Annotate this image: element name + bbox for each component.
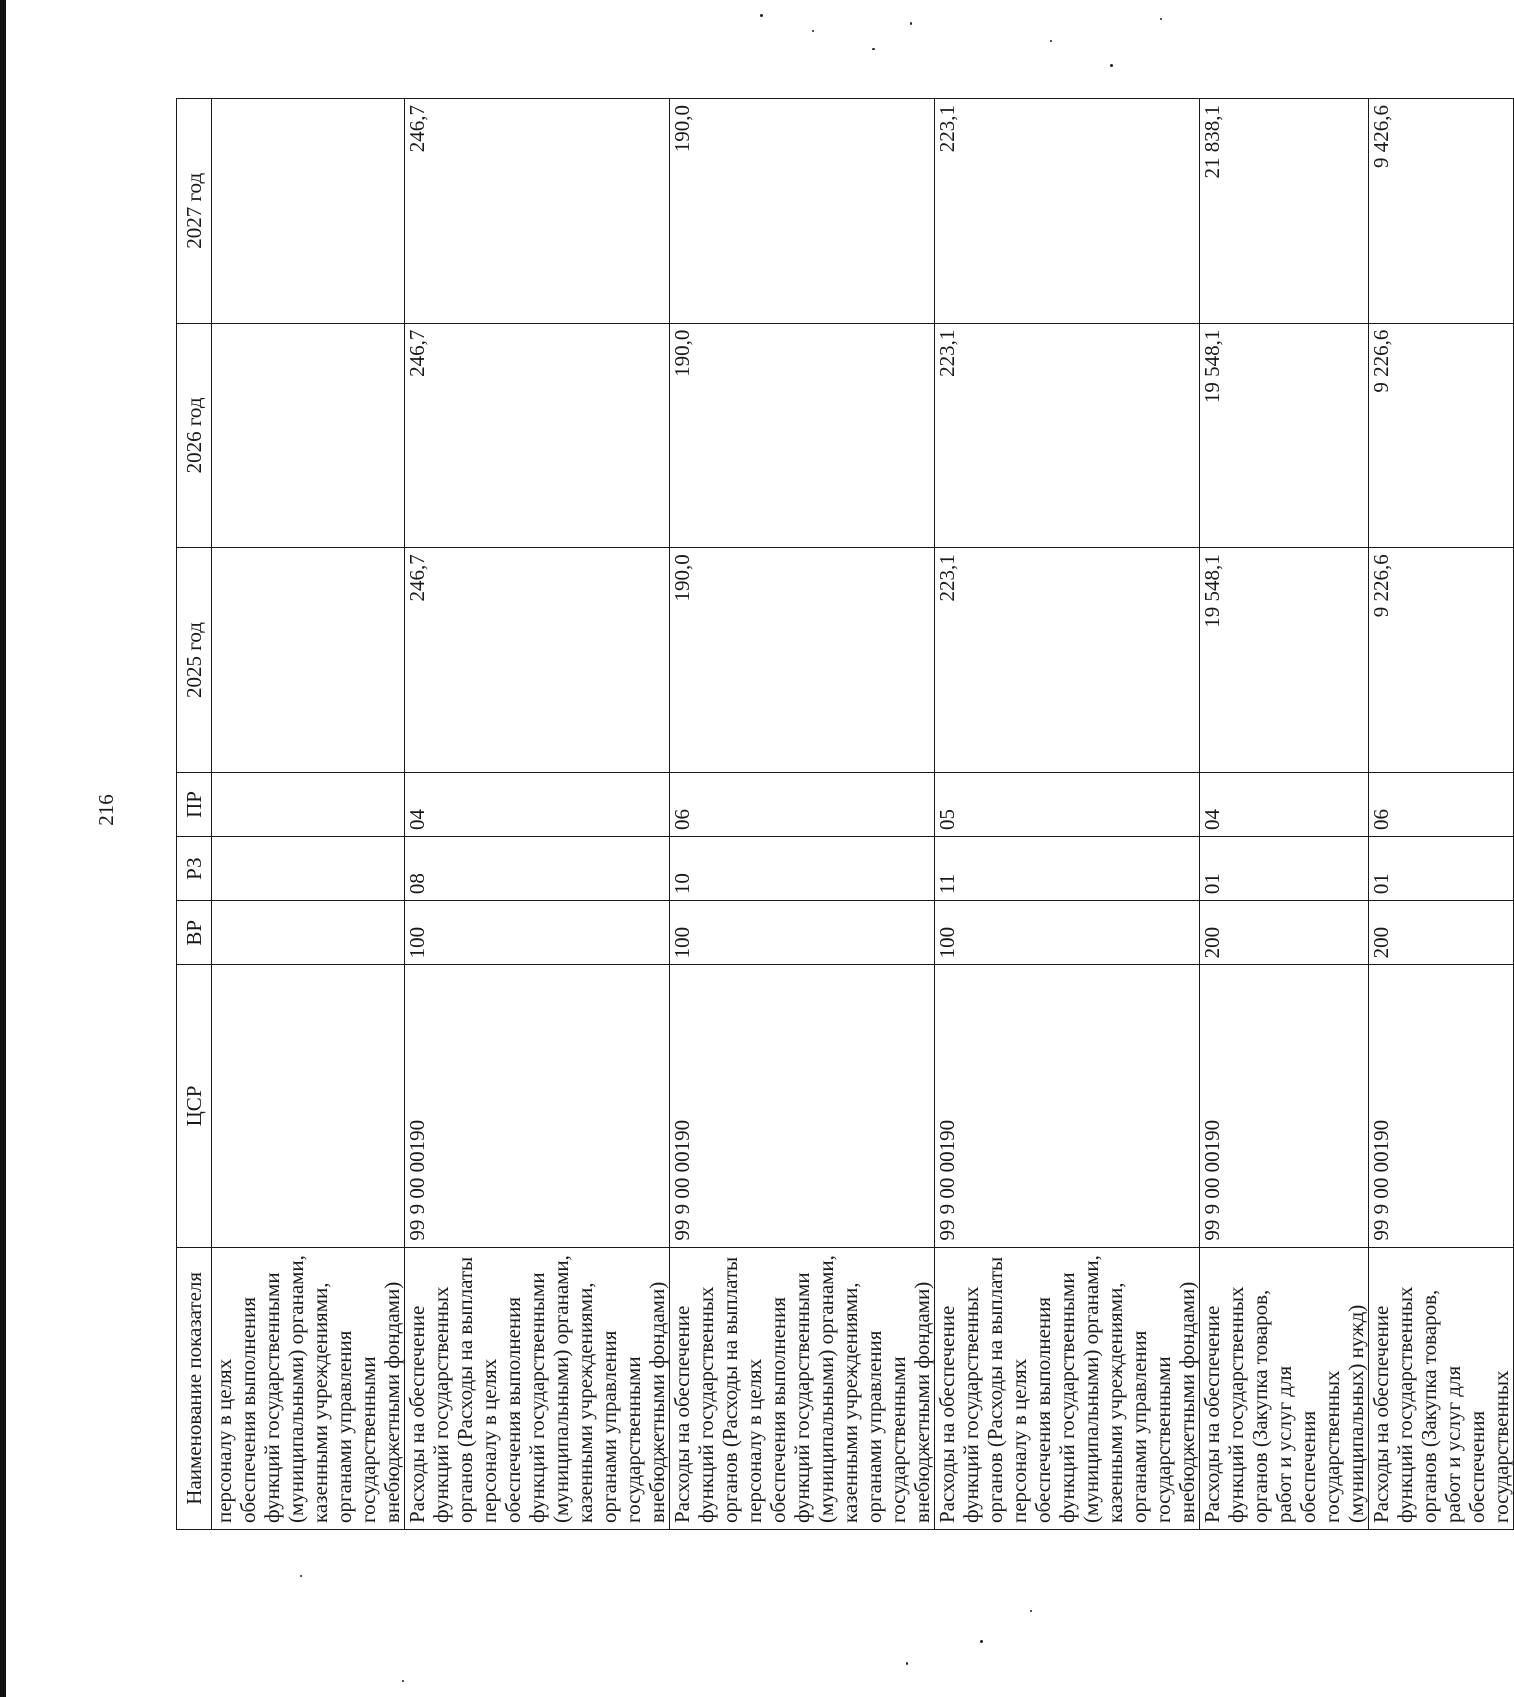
cell-rz bbox=[212, 837, 405, 901]
cell-2027: 9 426,6 bbox=[1369, 99, 1514, 324]
cell-rz: 08 bbox=[405, 837, 670, 901]
header-pr: ПР bbox=[177, 772, 212, 836]
budget-table-rotated bbox=[176, 98, 1513, 1530]
budget-table bbox=[176, 98, 1514, 1530]
header-vr: ВР bbox=[177, 901, 212, 965]
scan-speck bbox=[1030, 1610, 1032, 1612]
scan-speck bbox=[1160, 18, 1162, 20]
cell-2026 bbox=[212, 323, 405, 548]
cell-2026: 223,1 bbox=[935, 323, 1200, 548]
cell-pr: 06 bbox=[670, 772, 935, 836]
scan-edge bbox=[0, 0, 6, 1697]
header-rz: РЗ bbox=[177, 837, 212, 901]
table-header-row bbox=[177, 99, 212, 1530]
cell-2026: 190,0 bbox=[670, 323, 935, 548]
table-row bbox=[670, 99, 935, 1530]
scan-speck bbox=[980, 1640, 983, 1643]
header-2026: 2026 год bbox=[177, 323, 212, 548]
cell-vr bbox=[212, 901, 405, 965]
cell-vr: 100 bbox=[670, 901, 935, 965]
cell-name: персоналу в целях обеспечения выполнения функций государственными (муниципальными) органами, казенными учреждениями, органами управления государственными внебюджетными фондами) bbox=[212, 1247, 405, 1529]
cell-2027: 223,1 bbox=[935, 99, 1200, 324]
cell-2026: 19 548,1 bbox=[1200, 323, 1369, 548]
cell-2026: 246,7 bbox=[405, 323, 670, 548]
cell-2027 bbox=[212, 99, 405, 324]
scan-speck bbox=[300, 1575, 302, 1577]
scan-speck bbox=[1110, 64, 1113, 67]
cell-name: Расходы на обеспечение функций государственных органов (Расходы на выплаты персоналу в целях обеспечения выполнения функций государственными (муниципальными) органами, казенными учреждениями, органами управления государственными внебюджетными фондами) bbox=[405, 1247, 670, 1529]
cell-name: Расходы на обеспечение функций государственных органов (Расходы на выплаты персоналу в целях обеспечения выполнения функций государственными (муниципальными) органами, казенными учреждениями, органами управления государственными внебюджетными фондами) bbox=[670, 1247, 935, 1529]
scan-speck bbox=[402, 1680, 404, 1682]
cell-name: Расходы на обеспечение функций государственных органов (Закупка товаров, работ и услуг для обеспечения государственных (муниципальных) нужд) bbox=[1200, 1247, 1369, 1529]
cell-rz: 10 bbox=[670, 837, 935, 901]
scan-speck bbox=[812, 30, 814, 32]
cell-csr: 99 9 00 00190 bbox=[1369, 965, 1514, 1247]
page-number: 216 bbox=[94, 794, 118, 826]
cell-rz: 11 bbox=[935, 837, 1200, 901]
cell-2027: 21 838,1 bbox=[1200, 99, 1369, 324]
cell-2025 bbox=[212, 548, 405, 773]
cell-csr: 99 9 00 00190 bbox=[405, 965, 670, 1247]
table-row bbox=[405, 99, 670, 1530]
header-name: Наименование показателя bbox=[177, 1247, 212, 1529]
cell-2025: 246,7 bbox=[405, 548, 670, 773]
cell-rz: 01 bbox=[1200, 837, 1369, 901]
cell-2025: 19 548,1 bbox=[1200, 548, 1369, 773]
cell-vr: 100 bbox=[405, 901, 670, 965]
cell-csr: 99 9 00 00190 bbox=[670, 965, 935, 1247]
cell-2027: 246,7 bbox=[405, 99, 670, 324]
table-row bbox=[1369, 99, 1514, 1530]
cell-vr: 200 bbox=[1200, 901, 1369, 965]
header-csr: ЦСР bbox=[177, 965, 212, 1247]
cell-pr: 05 bbox=[935, 772, 1200, 836]
cell-pr: 06 bbox=[1369, 772, 1514, 836]
scan-speck bbox=[760, 14, 763, 17]
table-row bbox=[1200, 99, 1369, 1530]
cell-csr: 99 9 00 00190 bbox=[935, 965, 1200, 1247]
cell-vr: 100 bbox=[935, 901, 1200, 965]
header-2025: 2025 год bbox=[177, 548, 212, 773]
header-2027: 2027 год bbox=[177, 99, 212, 324]
cell-pr: 04 bbox=[1200, 772, 1369, 836]
cell-2025: 223,1 bbox=[935, 548, 1200, 773]
cell-vr: 200 bbox=[1369, 901, 1514, 965]
scan-speck bbox=[906, 1662, 908, 1665]
scan-speck bbox=[1050, 40, 1052, 42]
cell-rz: 01 bbox=[1369, 837, 1514, 901]
cell-2025: 9 226,6 bbox=[1369, 548, 1514, 773]
cell-name: Расходы на обеспечение функций государственных органов (Закупка товаров, работ и услуг для обеспечения государственных bbox=[1369, 1247, 1514, 1529]
cell-pr bbox=[212, 772, 405, 836]
cell-name: Расходы на обеспечение функций государственных органов (Расходы на выплаты персоналу в целях обеспечения выполнения функций государственными (муниципальными) органами, казенными учреждениями, органами управления государственными внебюджетными фондами) bbox=[935, 1247, 1200, 1529]
cell-2027: 190,0 bbox=[670, 99, 935, 324]
scan-speck bbox=[872, 48, 875, 50]
cell-2025: 190,0 bbox=[670, 548, 935, 773]
cell-csr: 99 9 00 00190 bbox=[1200, 965, 1369, 1247]
scan-speck bbox=[910, 22, 912, 25]
cell-csr bbox=[212, 965, 405, 1247]
table-row bbox=[212, 99, 405, 1530]
table-row bbox=[935, 99, 1200, 1530]
cell-2026: 9 226,6 bbox=[1369, 323, 1514, 548]
cell-pr: 04 bbox=[405, 772, 670, 836]
